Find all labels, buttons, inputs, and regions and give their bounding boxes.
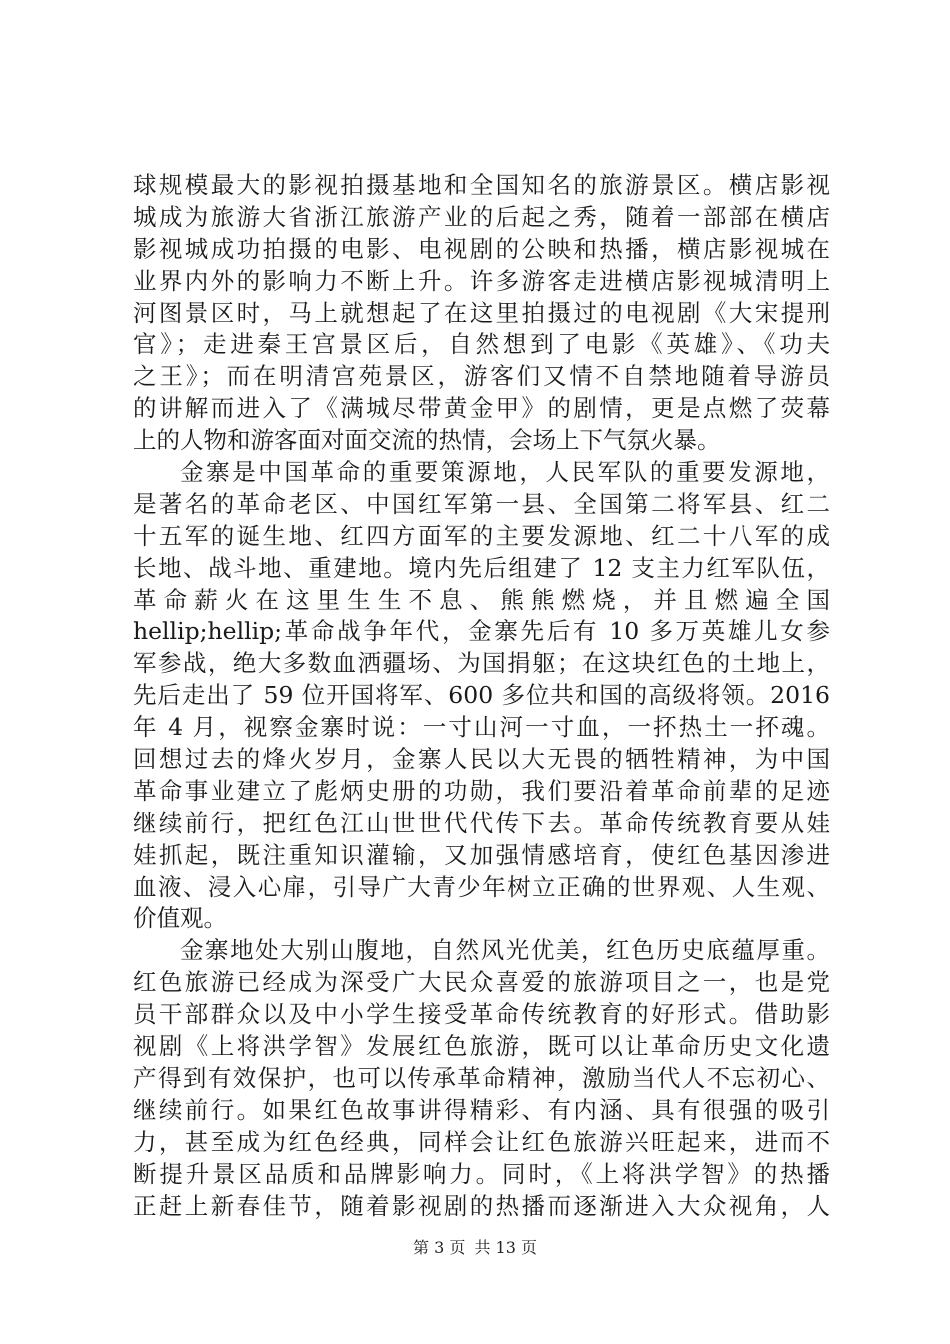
text-line: 血液、浸入心扉，引导广大青少年树立正确的世界观、人生观、	[133, 872, 830, 901]
text-line: 红色旅游已经成为深受广大民众喜爱的旅游项目之一，也是党	[133, 968, 830, 997]
page-footer	[0, 1238, 950, 1258]
text-line: 革命事业建立了彪炳史册的功勋，我们要沿着革命前辈的足迹	[133, 776, 830, 805]
text-line: 金寨地处大别山腹地，自然风光优美，红色历史底蕴厚重。	[180, 936, 830, 965]
text-line: 球规模最大的影视拍摄基地和全国知名的旅游景区。横店影视	[133, 171, 830, 199]
text-line: 员干部群众以及中小学生接受革命传统教育的好形式。借助影	[133, 1000, 830, 1029]
text-line: 的讲解而进入了《满城尽带黄金甲》的剧情，更是点燃了荧幕	[133, 394, 830, 423]
text-line: 金寨是中国革命的重要策源地，人民军队的重要发源地，	[180, 458, 830, 487]
text-line: 长地、战斗地、重建地。境内先后组建了 12 支主力红军队伍，	[133, 553, 830, 582]
text-line: 继续前行。如果红色故事讲得精彩、有内涵、具有很强的吸引	[133, 1095, 830, 1124]
text-line: 力，甚至成为红色经典，同样会让红色旅游兴旺起来，进而不	[133, 1127, 830, 1156]
text-line: 业界内外的影响力不断上升。许多游客走进横店影视城清明上	[133, 266, 830, 295]
text-line: 军参战，绝大多数血洒疆场、为国捐躯；在这块红色的土地上，	[133, 649, 830, 678]
text-line: 十五军的诞生地、红四方面军的主要发源地、红二十八军的成	[133, 521, 830, 550]
text-line: 娃抓起，既注重知识灌输，又加强情感培育，使红色基因渗进	[133, 840, 830, 869]
text-line: 产得到有效保护，也可以传承革命精神，激励当代人不忘初心、	[133, 1063, 830, 1092]
text-line: 视剧《上将洪学智》发展红色旅游，既可以让革命历史文化遗	[133, 1032, 830, 1061]
text-line: 上的人物和游客面对面交流的热情，会场上下气氛火暴。	[133, 426, 721, 455]
text-line: 价值观。	[133, 904, 227, 933]
text-line: hellip;hellip;革命战争年代，金寨先后有 10 多万英雄儿女参	[133, 617, 830, 646]
paragraph-hengdian	[133, 170, 830, 457]
text-line: 年 4 月，视察金寨时说：一寸山河一寸血，一抔热土一抔魂。	[133, 713, 830, 742]
paragraph-jinzhai-revolution	[133, 457, 830, 935]
text-line: 先后走出了 59 位开国将军、600 多位共和国的高级将领。2016	[133, 681, 830, 710]
text-line: 之王》；而在明清宫苑景区，游客们又情不自禁地随着导游员	[133, 362, 830, 391]
text-line: 城成为旅游大省浙江旅游产业的后起之秀，随着一部部在横店	[133, 202, 830, 231]
page-total: 共 13 页	[474, 1238, 537, 1257]
paragraph-red-tourism	[133, 935, 830, 1222]
body-text	[133, 170, 830, 1222]
text-line: 影视城成功拍摄的电影、电视剧的公映和热播，横店影视城在	[133, 234, 830, 263]
text-line: 官》；走进秦王宫景区后，自然想到了电影《英雄》、《功夫	[133, 330, 830, 359]
text-line: 河图景区时，马上就想起了在这里拍摄过的电视剧《大宋提刑	[133, 298, 830, 327]
text-line: 是著名的革命老区、中国红军第一县、全国第二将军县、红二	[133, 489, 830, 518]
text-line: 回想过去的烽火岁月，金寨人民以大无畏的牺牲精神，为中国	[133, 745, 830, 774]
page-number: 第 3 页	[413, 1238, 466, 1257]
text-line: 革命薪火在这里生生不息、熊熊燃烧，并且燃遍全国	[133, 585, 830, 614]
text-line: 正赶上新春佳节，随着影视剧的热播而逐渐进入大众视角，人	[133, 1191, 830, 1220]
text-line: 断提升景区品质和品牌影响力。同时，《上将洪学智》的热播	[133, 1159, 830, 1188]
text-line: 继续前行，把红色江山世世代代传下去。革命传统教育要从娃	[133, 808, 830, 837]
